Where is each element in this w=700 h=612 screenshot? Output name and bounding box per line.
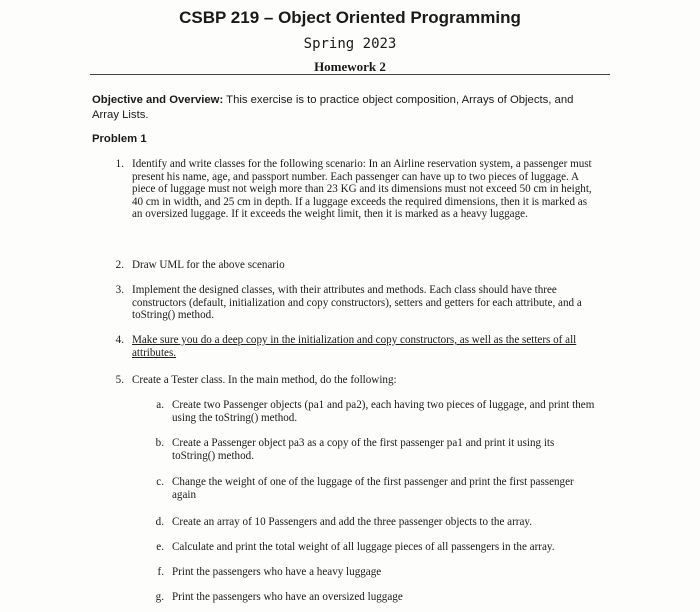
sublist-item-text: Calculate and print the total weight of all luggage pieces of all passengers in the array. <box>172 541 555 553</box>
list-item-marker: 5. <box>115 374 124 386</box>
sublist-item-marker: g. <box>155 591 164 603</box>
sublist-item-marker: a. <box>156 399 164 411</box>
list-item-marker: 2. <box>115 259 124 271</box>
sublist-item-text: Print the passengers who have an oversized luggage <box>172 591 403 603</box>
sublist-item-text: Create an array of 10 Passengers and add the three passenger objects to the array. <box>172 516 532 528</box>
sublist-item-marker: c. <box>156 476 164 488</box>
sublist-item-text: Print the passengers who have a heavy luggage <box>172 566 382 578</box>
sublist-item-marker: d. <box>155 516 164 528</box>
list-item-text: Identify and write classes for the following scenario: In an Airline reservation system, a passenger must present his name, age, and passport number. Each passenger can have up to two pieces of luggage. A piece of luggage must not weigh more than 23 KG and its dimensions must not exceed 50 cm in height, 40 cm in width, and 25 cm in depth. If a luggage exceeds the required dimensions, then it is marked as an oversized luggage. If it exceeds the weight limit, then it is marked as a heavy luggage. <box>132 158 592 221</box>
objective-label: Objective and Overview: <box>92 94 224 106</box>
list-item-text: Draw UML for the above scenario <box>132 259 285 271</box>
problem-heading: Problem 1 <box>92 133 147 145</box>
sublist-item-marker: b. <box>155 437 164 449</box>
list-item-text: Make sure you do a deep copy in the initialization and copy constructors, as well as the setters of all attributes. <box>132 334 577 359</box>
semester-label: Spring 2023 <box>303 36 397 52</box>
header-divider <box>90 74 610 75</box>
list-item-text: Implement the designed classes, with their attributes and methods. Each class should have three constructors (default, initialization and copy constructors), setters and getters for each attribute, and a toString() method. <box>132 284 582 322</box>
sublist-item-text: Create two Passenger objects (pa1 and pa2), each having two pieces of luggage, and print them using the toString() method. <box>172 399 595 424</box>
course-title: CSBP 219 – Object Oriented Programming <box>179 8 521 27</box>
list-item-marker: 3. <box>115 284 124 296</box>
list-item-marker: 4. <box>115 334 124 346</box>
list-item-marker: 1. <box>115 158 124 170</box>
sublist-item-text: Create a Passenger object pa3 as a copy of the first passenger pa1 and print it using its toString() method. <box>172 437 555 462</box>
sublist-item-text: Change the weight of one of the luggage of the first passenger and print the first passenger again <box>172 476 574 501</box>
objective-text: This exercise is to practice object composition, Arrays of Objects, and Array Lists. <box>92 94 574 121</box>
homework-label: Homework 2 <box>314 59 386 74</box>
objective-paragraph <box>92 93 602 123</box>
sublist-item-marker: e. <box>156 541 164 553</box>
list-item-text: Create a Tester class. In the main method, do the following: <box>132 374 397 386</box>
sublist-item-marker: f. <box>157 566 164 578</box>
